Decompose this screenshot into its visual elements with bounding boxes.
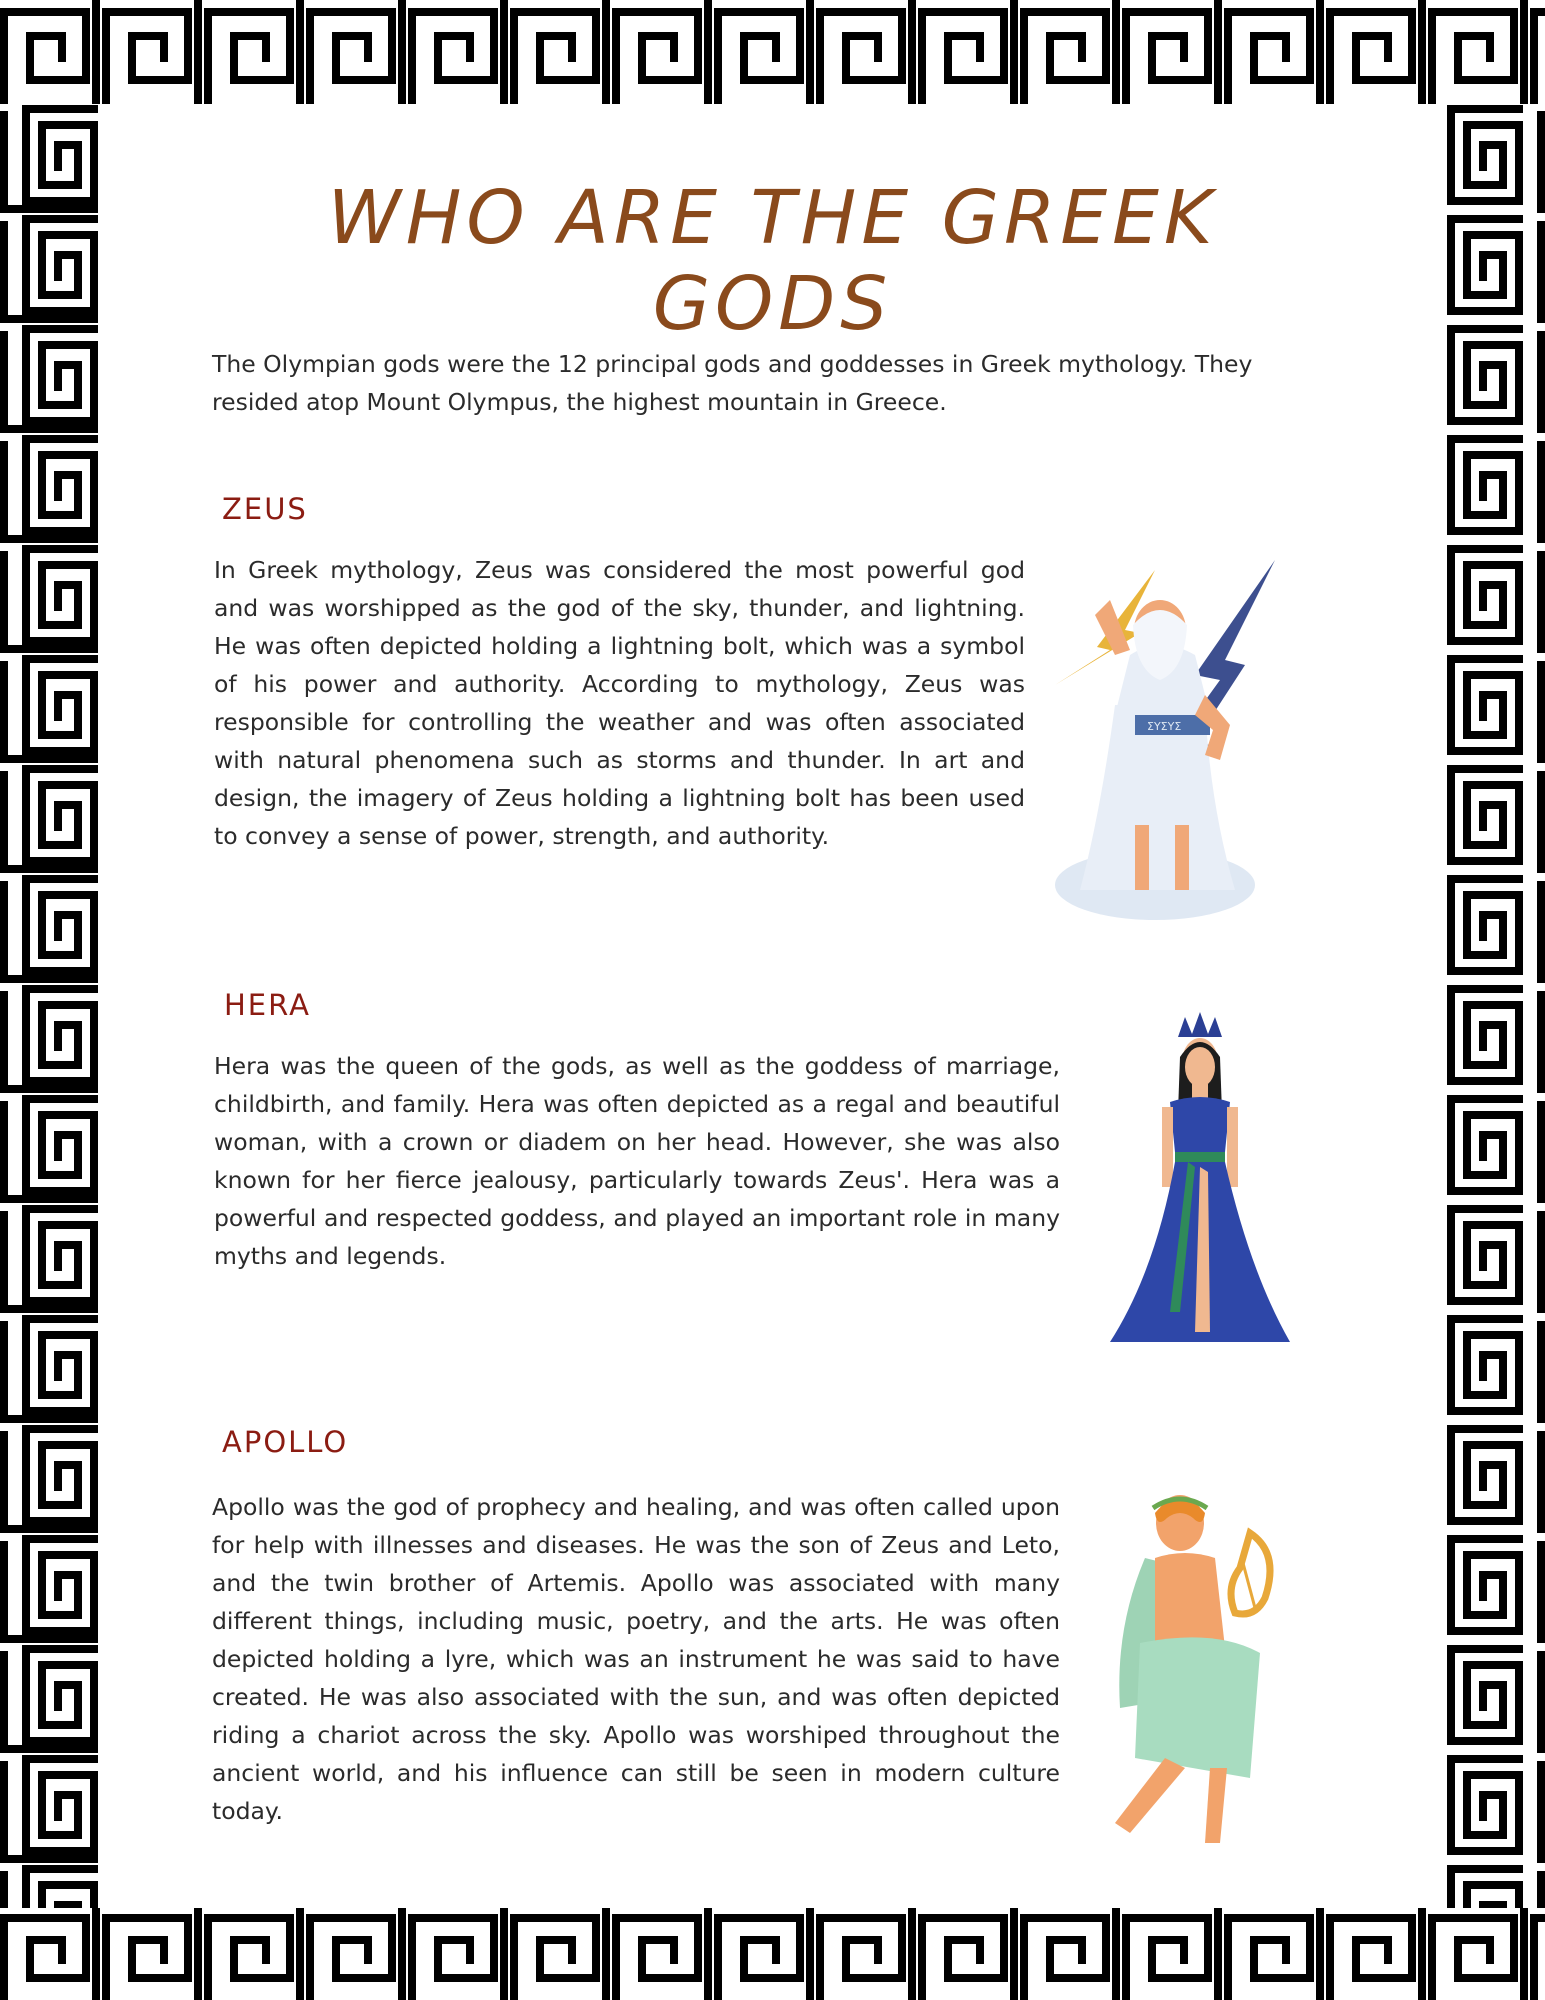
page-title: WHO ARE THE GREEK GODS <box>327 175 1218 347</box>
hera-illustration <box>1100 1012 1300 1362</box>
hera-figure-icon <box>1100 1012 1300 1362</box>
apollo-illustration <box>1075 1478 1315 1858</box>
apollo-heading: APOLLO <box>222 1425 349 1459</box>
zeus-paragraph: In Greek mythology, Zeus was considered the most powerful god and was worshipped as the god of the sky, thunder, and lightning. He was often depicted holding a lightning bolt, which was a symbol of his power and authority. According to mythology, Zeus was responsible for controlling the weather and was often associated with natural phenomena such as storms and thunder. In art and design, the imagery of Zeus holding a lightning bolt has been used to convey a sense of power, strength, and authority. <box>214 556 1025 850</box>
greek-key-border-left <box>0 105 100 1908</box>
apollo-paragraph: Apollo was the god of prophecy and healing, and was often called upon for help with illnesses and diseases. He was the son of Zeus and Leto, and the twin brother of Artemis. Apollo was associated with many different things, including music, poetry, and the arts. He was often depicted holding a lyre, which was an instrument he was said to have created. He was also associated with the sun, and was often depicted riding a chariot across the sky. Apollo was worshiped throughout the ancient world, and his influence can still be seen in modern culture today. <box>212 1493 1060 1825</box>
zeus-figure-icon <box>1035 555 1285 925</box>
apollo-figure-icon <box>1075 1478 1315 1858</box>
intro-paragraph: The Olympian gods were the 12 principal gods and goddesses in Greek mythology. They resided atop Mount Olympus, the highest mountain in Greece. <box>212 350 1253 416</box>
zeus-heading: ZEUS <box>222 492 308 526</box>
hera-paragraph: Hera was the queen of the gods, as well as the goddess of marriage, childbirth, and family. Hera was often depicted as a regal and beautiful woman, with a crown or diadem on her head. However, she was also known for her fierce jealousy, particularly towards Zeus'. Hera was a powerful and respected goddess, and played an important role in many myths and legends. <box>214 1052 1060 1270</box>
greek-key-border-bottom <box>0 1908 1545 2000</box>
greek-key-border-top <box>0 0 1545 105</box>
hera-heading: HERA <box>224 988 311 1022</box>
greek-key-border-right <box>1445 105 1545 1908</box>
zeus-illustration <box>1035 555 1285 925</box>
zeus-belt-text: ΣΥΣΥΣ <box>1147 720 1182 733</box>
